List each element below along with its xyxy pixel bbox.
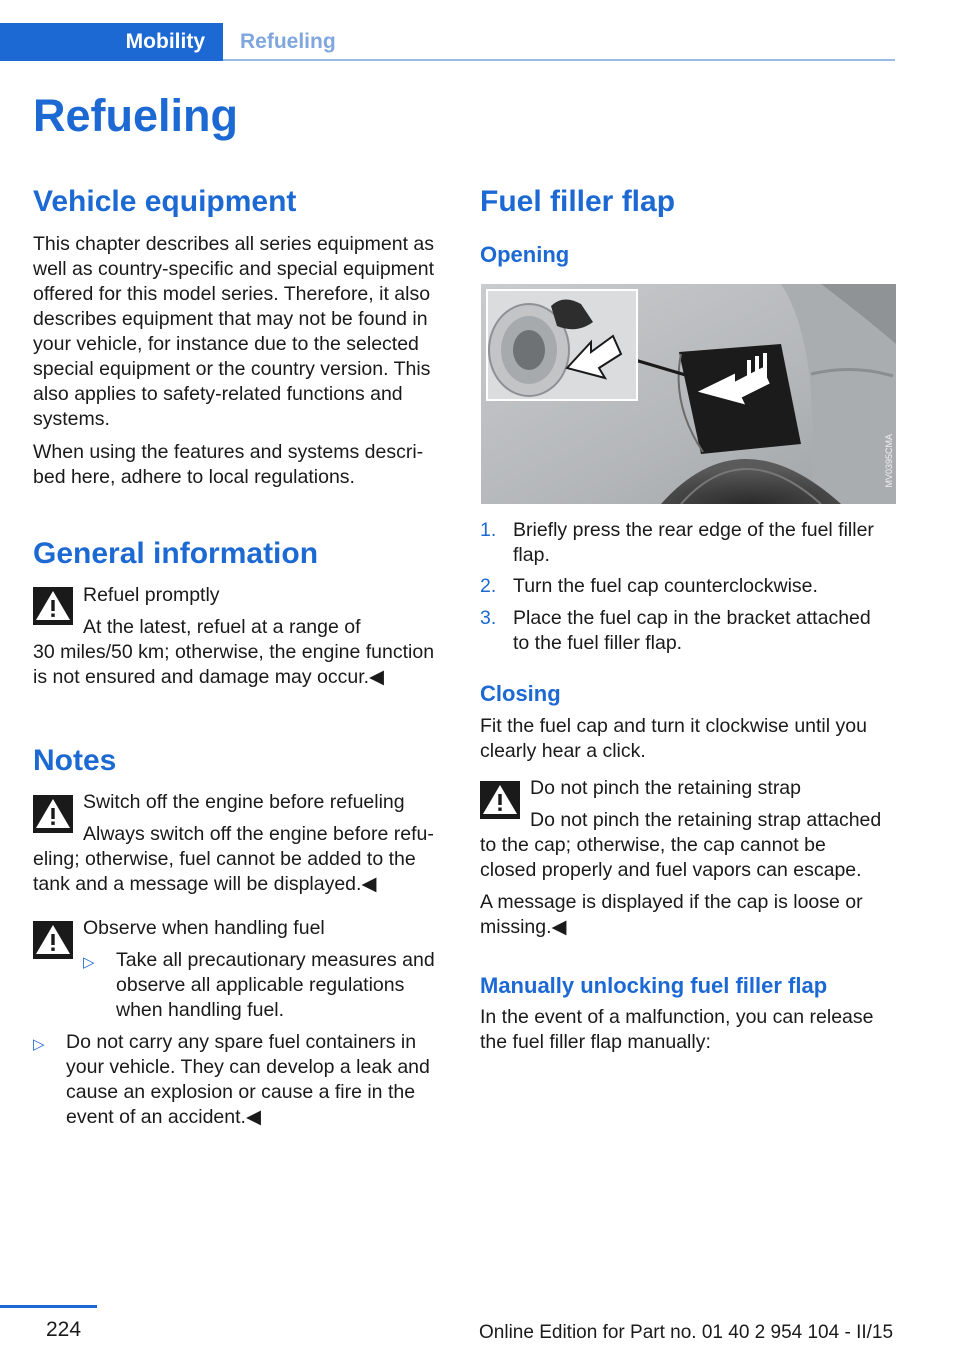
step-number: 3.: [480, 607, 497, 629]
text-line: clearly hear a click.: [480, 740, 646, 762]
bullet-triangle-icon: ▷: [33, 1036, 45, 1053]
photo-code: MV0395CMA: [884, 434, 894, 488]
text-line: your vehicle. They can develop a leak and: [66, 1056, 430, 1078]
step-number: 2.: [480, 575, 497, 597]
tab-refueling-label: Refueling: [240, 30, 336, 53]
text-line: closed properly and fuel vapors can escape.: [480, 859, 862, 881]
text-line: also applies to safety-related functions and: [33, 383, 403, 405]
warning-title: Do not pinch the retaining strap: [530, 777, 802, 799]
text-line: Turn the fuel cap counterclockwise.: [513, 575, 818, 597]
text-line: In the event of a malfunction, you can release: [480, 1006, 874, 1028]
warning-title: Observe when handling fuel: [83, 917, 325, 939]
warning-icon: [480, 781, 520, 819]
text-line: to the fuel filler flap.: [513, 632, 683, 654]
fuel-filler-flap-illustration: [481, 284, 896, 504]
text-line: systems.: [33, 408, 110, 430]
fuel-flap-photo-icon: [481, 284, 896, 504]
text-line: to the cap; otherwise, the cap cannot be: [480, 834, 826, 856]
text-line: 30 miles/50 km; otherwise, the engine function: [33, 641, 435, 663]
tab-mobility[interactable]: [0, 23, 223, 61]
heading-closing: Closing: [480, 681, 561, 706]
text-line: Do not carry any spare fuel containers in: [66, 1031, 417, 1053]
text-line: When using the features and systems descri‐: [33, 441, 424, 463]
text-line: Fit the fuel cap and turn it clockwise until you: [480, 715, 867, 737]
edition-text: Online Edition for Part no. 01 40 2 954 104 - II/15: [479, 1322, 894, 1343]
text-line: event of an accident.◀: [66, 1106, 261, 1128]
text-line: offered for this model series. Therefore, it also: [33, 283, 431, 305]
list-item: [480, 606, 896, 658]
text-line: missing.◀: [480, 916, 567, 938]
page-title: Refueling: [33, 90, 239, 141]
warning-icon: [33, 795, 73, 833]
text-line: bed here, adhere to local regulations.: [33, 466, 355, 488]
text-line: observe all applicable regulations: [116, 974, 405, 996]
list-item: [83, 948, 453, 1024]
list-item: [480, 518, 896, 570]
warning-icon: [33, 921, 73, 959]
footer-divider: [0, 1305, 97, 1308]
bullet-triangle-icon: ▷: [83, 954, 95, 971]
list-item: [33, 1030, 446, 1132]
text-line: Place the fuel cap in the bracket attached: [513, 607, 871, 629]
heading-notes: Notes: [33, 744, 117, 777]
list-item: [480, 574, 896, 600]
tab-mobility-label: Mobility: [125, 30, 205, 53]
text-line: is not ensured and damage may occur.◀: [33, 666, 385, 688]
heading-opening: Opening: [480, 242, 570, 267]
text-line: cause an explosion or cause a fire in the: [66, 1081, 416, 1103]
text-line: your vehicle, for instance due to the selected: [33, 333, 419, 355]
text-line: flap.: [513, 544, 550, 566]
text-line: This chapter describes all series equipment as: [33, 233, 435, 255]
heading-fuel-filler-flap: Fuel filler flap: [480, 185, 676, 218]
heading-manual-unlock: Manually unlocking fuel filler flap: [480, 973, 828, 998]
text-line: Briefly press the rear edge of the fuel filler: [513, 519, 874, 541]
text-line: when handling fuel.: [116, 999, 285, 1021]
warning-icon: [33, 587, 73, 625]
text-line: special equipment or the country version. This: [33, 358, 431, 380]
text-line: Always switch off the engine before refu‐: [83, 823, 434, 845]
heading-vehicle-equipment: Vehicle equipment: [33, 185, 297, 218]
text-line: well as country-specific and special equipment: [33, 258, 435, 280]
text-line: A message is displayed if the cap is loose or: [480, 891, 863, 913]
text-line: the fuel filler flap manually:: [480, 1031, 711, 1053]
text-line: Take all precautionary measures and: [116, 949, 435, 971]
tab-refueling[interactable]: [240, 23, 336, 61]
header-divider: [223, 59, 895, 61]
heading-general-information: General information: [33, 537, 319, 570]
text-line: tank and a message will be displayed.◀: [33, 873, 377, 895]
warning-title: Switch off the engine before refueling: [83, 791, 405, 813]
text-line: describes equipment that may not be found in: [33, 308, 428, 330]
text-line: At the latest, refuel at a range of: [83, 616, 361, 638]
text-line: eling; otherwise, fuel cannot be added to the: [33, 848, 416, 870]
page-number: 224: [46, 1318, 82, 1341]
step-number: 1.: [480, 519, 497, 541]
text-line: Do not pinch the retaining strap attached: [530, 809, 882, 831]
warning-title: Refuel promptly: [83, 584, 220, 606]
